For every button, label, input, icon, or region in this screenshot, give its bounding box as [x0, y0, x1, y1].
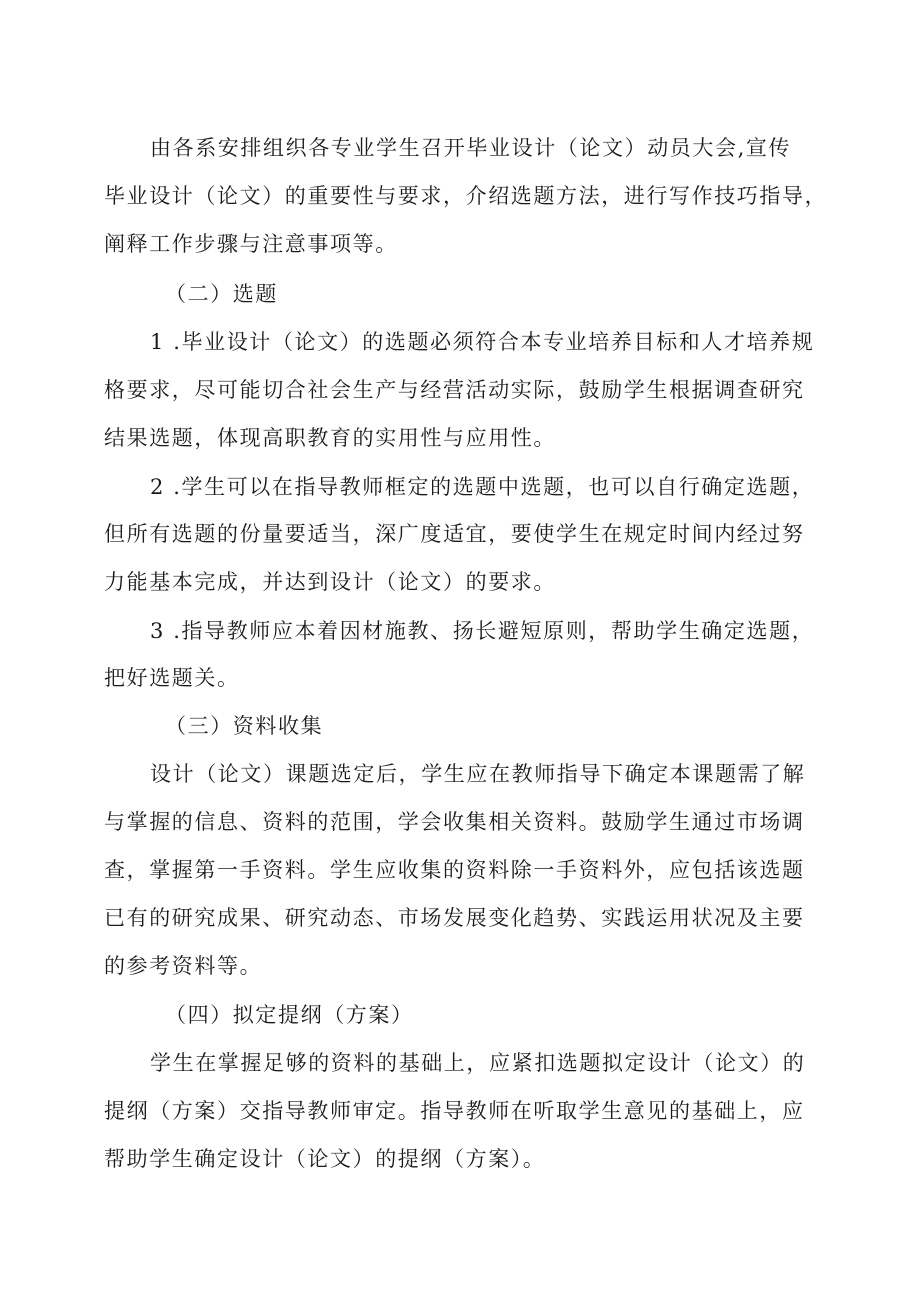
- paragraph-line: 已有的研究成果、研究动态、市场发展变化趋势、实践运用状况及主要: [104, 906, 805, 930]
- paragraph-line: 把好选题关。: [104, 666, 240, 690]
- paragraph-line: 但所有选题的份量要适当，深广度适宜，要使学生在规定时间内经过努: [104, 522, 805, 546]
- paragraph-line: 与掌握的信息、资料的范围，学会收集相关资料。鼓励学生通过市场调: [104, 810, 805, 834]
- section-heading: （二）选题: [165, 282, 278, 306]
- paragraph-line: 阐释工作步骤与注意事项等。: [104, 232, 398, 256]
- paragraph-line: 的参考资料等。: [104, 954, 263, 978]
- paragraph-line: 3 .指导教师应本着因材施教、扬长避短原则，帮助学生确定选题，: [150, 619, 815, 643]
- paragraph-line: 结果选题，体现高职教育的实用性与应用性。: [104, 426, 556, 450]
- paragraph-line: 力能基本完成，并达到设计（论文）的要求。: [104, 570, 556, 594]
- section-heading: （三）资料收集: [165, 714, 324, 738]
- section-heading: （四）拟定提纲（方案）: [165, 1003, 414, 1027]
- paragraph-line: 设计（论文）课题选定后，学生应在教师指导下确定本课题需了解: [150, 762, 806, 786]
- paragraph-line: 学生在掌握足够的资料的基础上，应紧扣选题拟定设计（论文）的: [150, 1051, 806, 1075]
- paragraph-line: 由各系安排组织各专业学生召开毕业设计（论文）动员大会,宣传: [150, 136, 792, 160]
- paragraph-line: 格要求，尽可能切合社会生产与经营活动实际，鼓励学生根据调查研究: [104, 378, 805, 402]
- paragraph-line: 帮助学生确定设计（论文）的提纲（方案）。: [104, 1147, 546, 1171]
- paragraph-line: 毕业设计（论文）的重要性与要求，介绍选题方法，进行写作技巧指导，: [104, 184, 828, 208]
- paragraph-line: 1 .毕业设计（论文）的选题必须符合本专业培养目标和人才培养规: [150, 330, 815, 354]
- paragraph-line: 查，掌握第一手资料。学生应收集的资料除一手资料外，应包括该选题: [104, 858, 805, 882]
- paragraph-line: 提纲（方案）交指导教师审定。指导教师在听取学生意见的基础上，应: [104, 1099, 805, 1123]
- paragraph-line: 2 .学生可以在指导教师框定的选题中选题，也可以自行确定选题，: [150, 475, 815, 499]
